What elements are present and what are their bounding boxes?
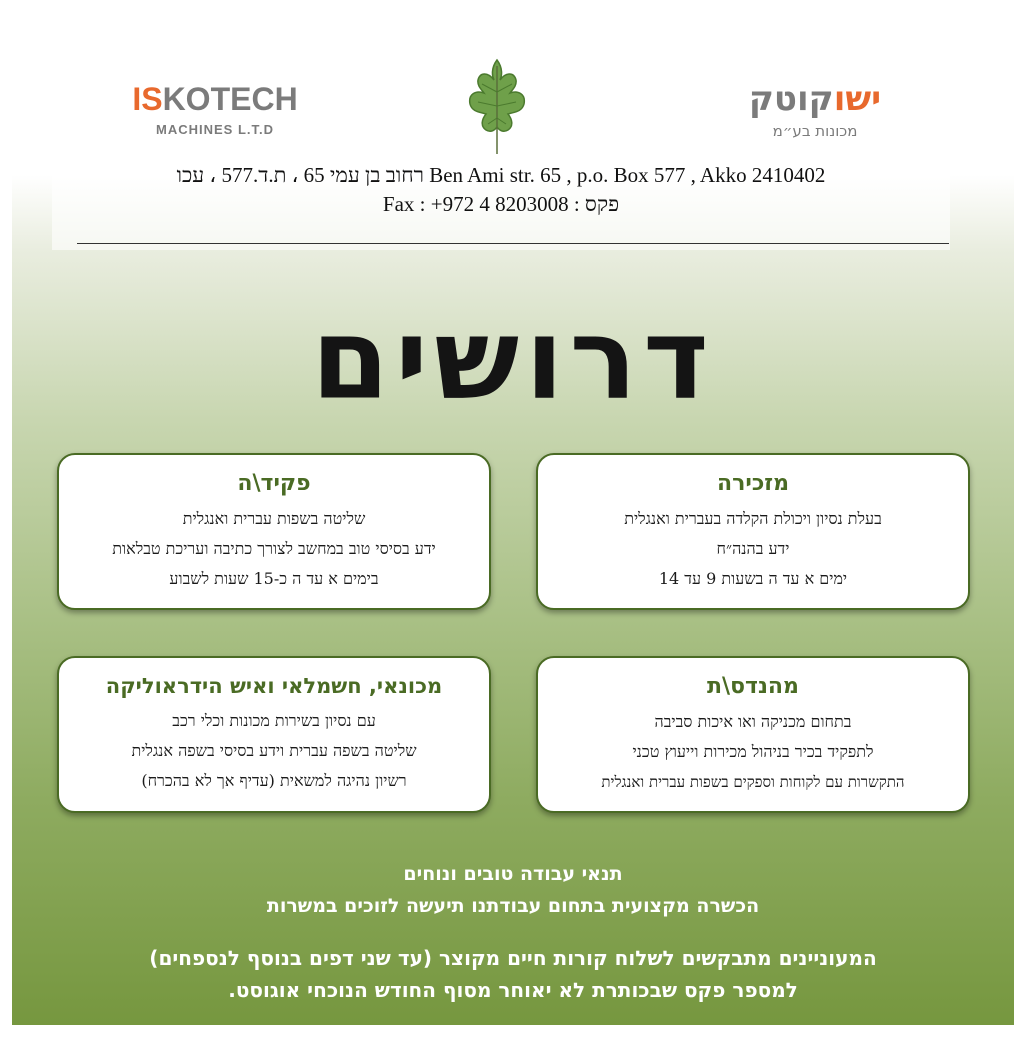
logo-english [115,82,315,137]
logo-english-accent: IS [132,81,163,117]
job-title-mechanic: מכונאי, חשמלאי ואיש הידראוליקה [105,674,443,698]
job-title-secretary: מזכירה [716,471,790,496]
job-detail-line: בימים א עד ה כ-15 שעות לשבוע [169,569,379,588]
headline-wanted: דרושים [311,295,715,425]
job-card-clerk [57,453,491,610]
header-divider [77,243,949,244]
job-detail-line: בעלת נסיון ויכולת הקלדה בעברית ואנגלית [624,509,882,528]
contact-block [52,161,950,219]
logo-english-wordmark [115,82,315,116]
logo-english-subtitle: MACHINES L.T.D [156,122,274,137]
job-detail-line: ידע בהנה״ח [716,539,790,558]
job-title-clerk: פקיד\ה [237,471,311,496]
fax-line: Fax : +972 4 8203008 : פקס [382,192,620,216]
logo-hebrew-rest: קוטק [748,79,834,119]
address-line: רחוב בן עמי 65 ، ת.ד.577 ، עכו Ben Ami str. 65 , p.o. Box 577 , Akko 2410402 [176,163,826,187]
job-detail-line: עם נסיון בשירות מכונות וכלי רכב [172,711,376,730]
job-card-engineer [536,656,970,813]
leaf-icon [462,56,532,156]
logo-english-rest: KOTECH [162,81,298,117]
logo-hebrew-accent: ישו [833,79,882,119]
logo-hebrew [715,80,915,140]
footer-conditions [12,858,1014,922]
job-detail-line: שליטה בשפה עברית וידע בסיסי בשפה אנגלית [131,741,417,760]
footer-line-deadline: למספר פקס שבכותרת לא יאוחר מסוף החודש הנוכחי אוגוסט. [228,978,798,1002]
job-detail-line: לתפקיד בכיר בניהול מכירות וייעוץ טכני [632,742,874,761]
job-detail-line: ידע בסיסי טוב במחשב לצורך כתיבה ועריכת טבלאות [112,539,436,558]
job-detail-line: שליטה בשפות עברית ואנגלית [182,509,366,528]
job-card-secretary [536,453,970,610]
footer-line-apply: המעוניינים מתבקשים לשלוח קורות חיים מקוצר (עד שני דפים בנוסף לנספחים) [149,946,877,970]
job-title-engineer: מהנדס\ת [707,674,799,699]
logo-hebrew-subtitle: מכונות בע״מ [772,122,858,140]
job-card-mechanic [57,656,491,813]
footer-apply [12,942,1014,1006]
footer-line-training: הכשרה מקצועית בתחום עבודתנו תיעשה לזוכים במשרות [266,895,760,917]
logo-hebrew-wordmark [715,80,915,118]
job-detail-line: רשיון נהיגה למשאית (עדיף אך לא בהכרח) [141,771,407,790]
job-detail-line: בתחום מכניקה ואו איכות סביבה [654,712,852,731]
job-detail-line: ימים א עד ה בשעות 9 עד 14 [658,569,848,588]
job-detail-line: התקשרות עם לקוחות וספקים בשפות עברית ואנגלית [601,773,905,791]
footer-line-conditions: תנאי עבודה טובים ונוחים [403,863,623,885]
